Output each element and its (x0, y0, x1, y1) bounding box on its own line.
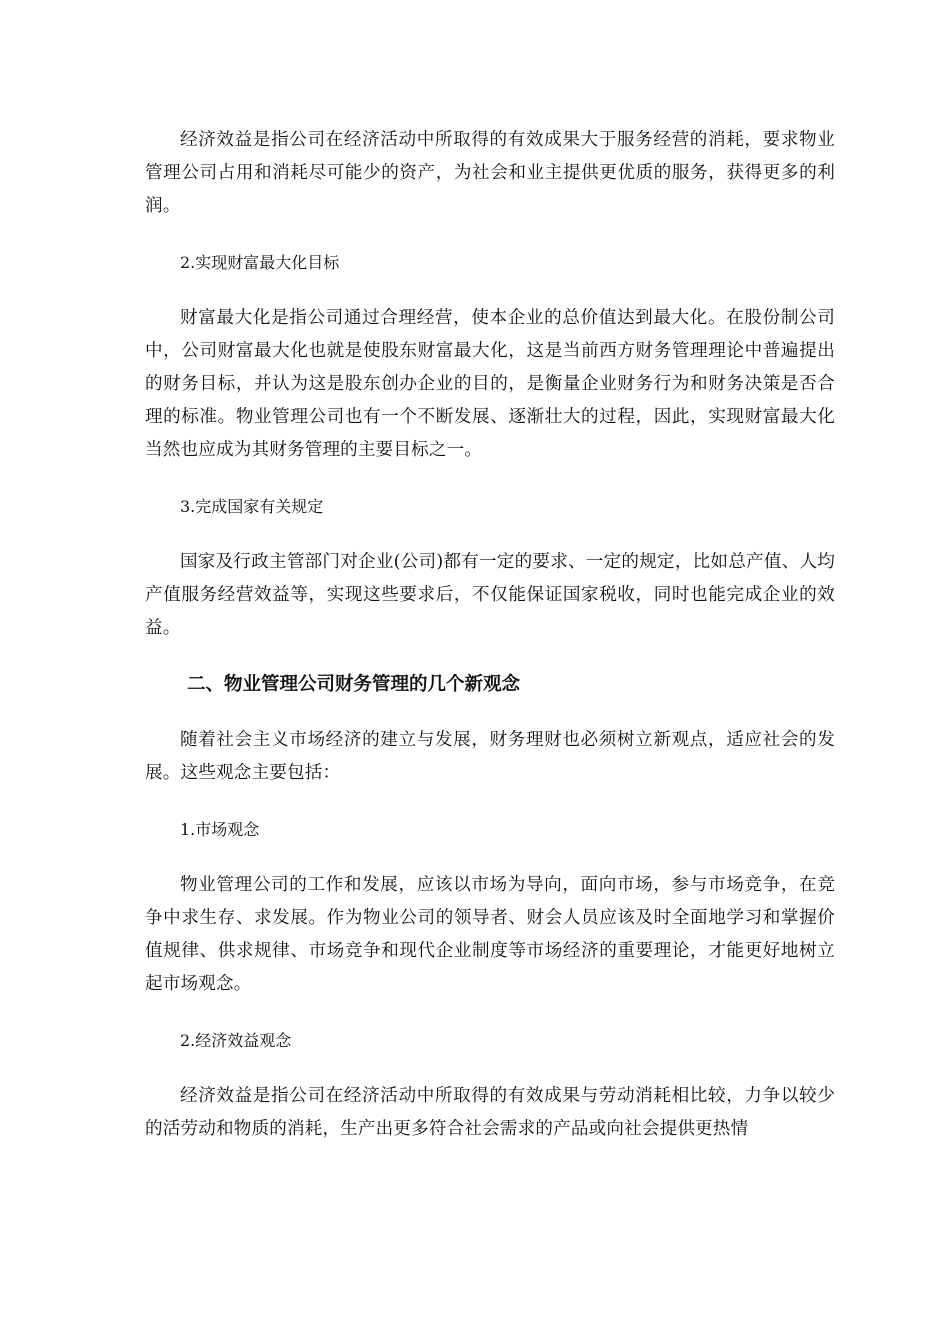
subheading-economic-benefit-concept: 2.经济效益观念 (180, 1031, 292, 1050)
paragraph-new-concepts-intro: 随着社会主义市场经济的建立与发展，财务理财也必须树立新观点，适应社会的发展。这些观念主要包括： (145, 730, 835, 783)
subheading-national-regulations: 3.完成国家有关规定 (180, 497, 324, 516)
subheading-wealth-maximization: 2.实现财富最大化目标 (180, 253, 340, 272)
paragraph-economic-benefit-concept: 经济效益是指公司在经济活动中所取得的有效成果与劳动消耗相比较，力争以较少的活劳动和物质的消耗，生产出更多符合社会需求的产品或向社会提供更热情 (145, 1086, 835, 1139)
paragraph-economic-benefit-definition: 经济效益是指公司在经济活动中所取得的有效成果大于服务经营的消耗，要求物业管理公司占用和消耗尽可能少的资产，为社会和业主提供更优质的服务，获得更多的利润。 (145, 130, 835, 216)
document-page (145, 124, 835, 1169)
section-title-new-concepts: 二、物业管理公司财务管理的几个新观念 (187, 674, 521, 695)
subheading-market-concept: 1.市场观念 (180, 820, 260, 839)
paragraph-national-regulations: 国家及行政主管部门对企业(公司)都有一定的要求、一定的规定，比如总产值、人均产值服务经营效益等，实现这些要求后，不仅能保证国家税收，同时也能完成企业的效益。 (145, 552, 835, 638)
paragraph-wealth-maximization: 财富最大化是指公司通过合理经营，使本企业的总价值达到最大化。在股份制公司中，公司财富最大化也就是使股东财富最大化，这是当前西方财务管理理论中普遍提出的财务目标，并认为这是股东创办企业的目的，是衡量企业财务行为和财务决策是否合理的标准。物业管理公司也有一个不断发展、逐渐壮大的过程，因此，实现财富最大化当然也应成为其财务管理的主要目标之一。 (145, 308, 835, 460)
paragraph-market-concept: 物业管理公司的工作和发展，应该以市场为导向，面向市场，参与市场竞争，在竞争中求生存、求发展。作为物业公司的领导者、财会人员应该及时全面地学习和掌握价值规律、供求规律、市场竞争和现代企业制度等市场经济的重要理论，才能更好地树立起市场观念。 (145, 875, 835, 994)
